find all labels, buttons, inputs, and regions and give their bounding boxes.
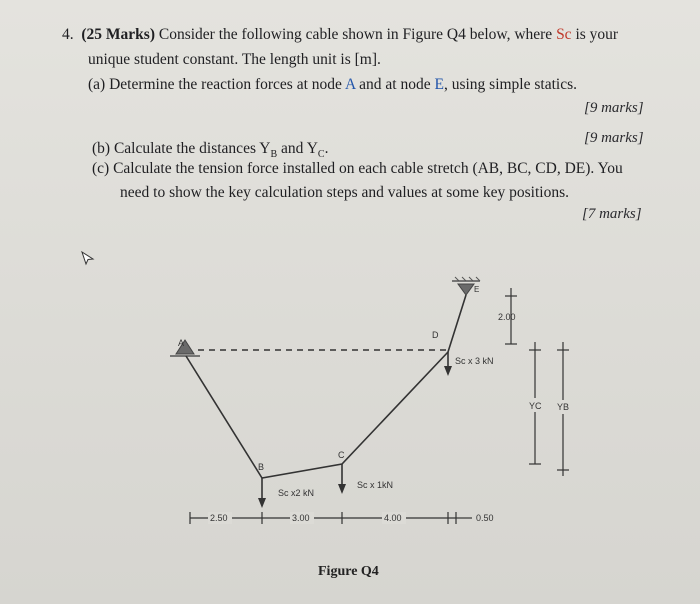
part-a-prefix: (a) Determine the reaction forces at node — [88, 76, 342, 93]
part-c-line-1: (c) Calculate the tension force installed on each cable stretch (AB, BC, CD, DE). You — [92, 160, 623, 177]
figure-caption: Figure Q4 — [318, 564, 379, 579]
question-line-2: unique student constant. The length unit is [m]. — [88, 51, 381, 68]
load-label-b: Sc x2 kN — [278, 488, 315, 498]
cable — [186, 295, 466, 478]
part-a-marks: [9 marks] — [584, 100, 644, 116]
part-c-line-2: need to show the key calculation steps and values at some key positions. — [120, 184, 569, 201]
dim-label-yb: YB — [557, 402, 570, 412]
question-intro-end: is your — [575, 26, 619, 43]
student-constant-sc: Sc — [556, 26, 572, 43]
dim-label-yc: YC — [529, 401, 542, 411]
question-marks: (25 Marks) — [81, 26, 155, 43]
dim-label-de: 0.50 — [476, 513, 494, 523]
question-number: 4. — [62, 26, 74, 43]
node-label-b: B — [258, 462, 265, 472]
dim-label-bc: 3.00 — [292, 513, 310, 523]
node-label-c: C — [338, 450, 345, 460]
node-label-d: D — [432, 330, 439, 340]
question-intro: Consider the following cable shown in Figure Q4 below, where — [158, 26, 553, 43]
dim-label-cd: 4.00 — [384, 513, 402, 523]
dim-label-ab: 2.50 — [210, 513, 228, 523]
dim-label-e-height: 2.00 — [498, 312, 516, 322]
load-label-d: Sc x 3 kN — [455, 356, 494, 366]
support-a-icon — [170, 340, 200, 356]
part-a-suffix: , using simple statics. — [443, 76, 577, 93]
node-label-a: A — [178, 338, 185, 348]
part-b-marks: [9 marks] — [584, 130, 644, 146]
part-a-middle: and at node — [359, 76, 431, 93]
load-arrow-c — [338, 464, 346, 494]
part-a-node-a: A — [344, 76, 356, 93]
horizontal-dimension — [190, 512, 472, 524]
part-b-sub-b: B — [270, 149, 278, 161]
part-b-and: and Y — [277, 140, 318, 157]
part-b-prefix: (b) Calculate the distances Y — [92, 140, 271, 157]
load-label-c: Sc x 1kN — [357, 480, 394, 490]
part-b-end: . — [324, 140, 329, 157]
part-b-sub-c: C — [317, 149, 325, 161]
node-label-e: E — [474, 285, 480, 294]
part-a-node-e: E — [434, 76, 444, 93]
part-c-marks: [7 marks] — [582, 206, 642, 222]
load-arrow-b — [258, 478, 266, 508]
